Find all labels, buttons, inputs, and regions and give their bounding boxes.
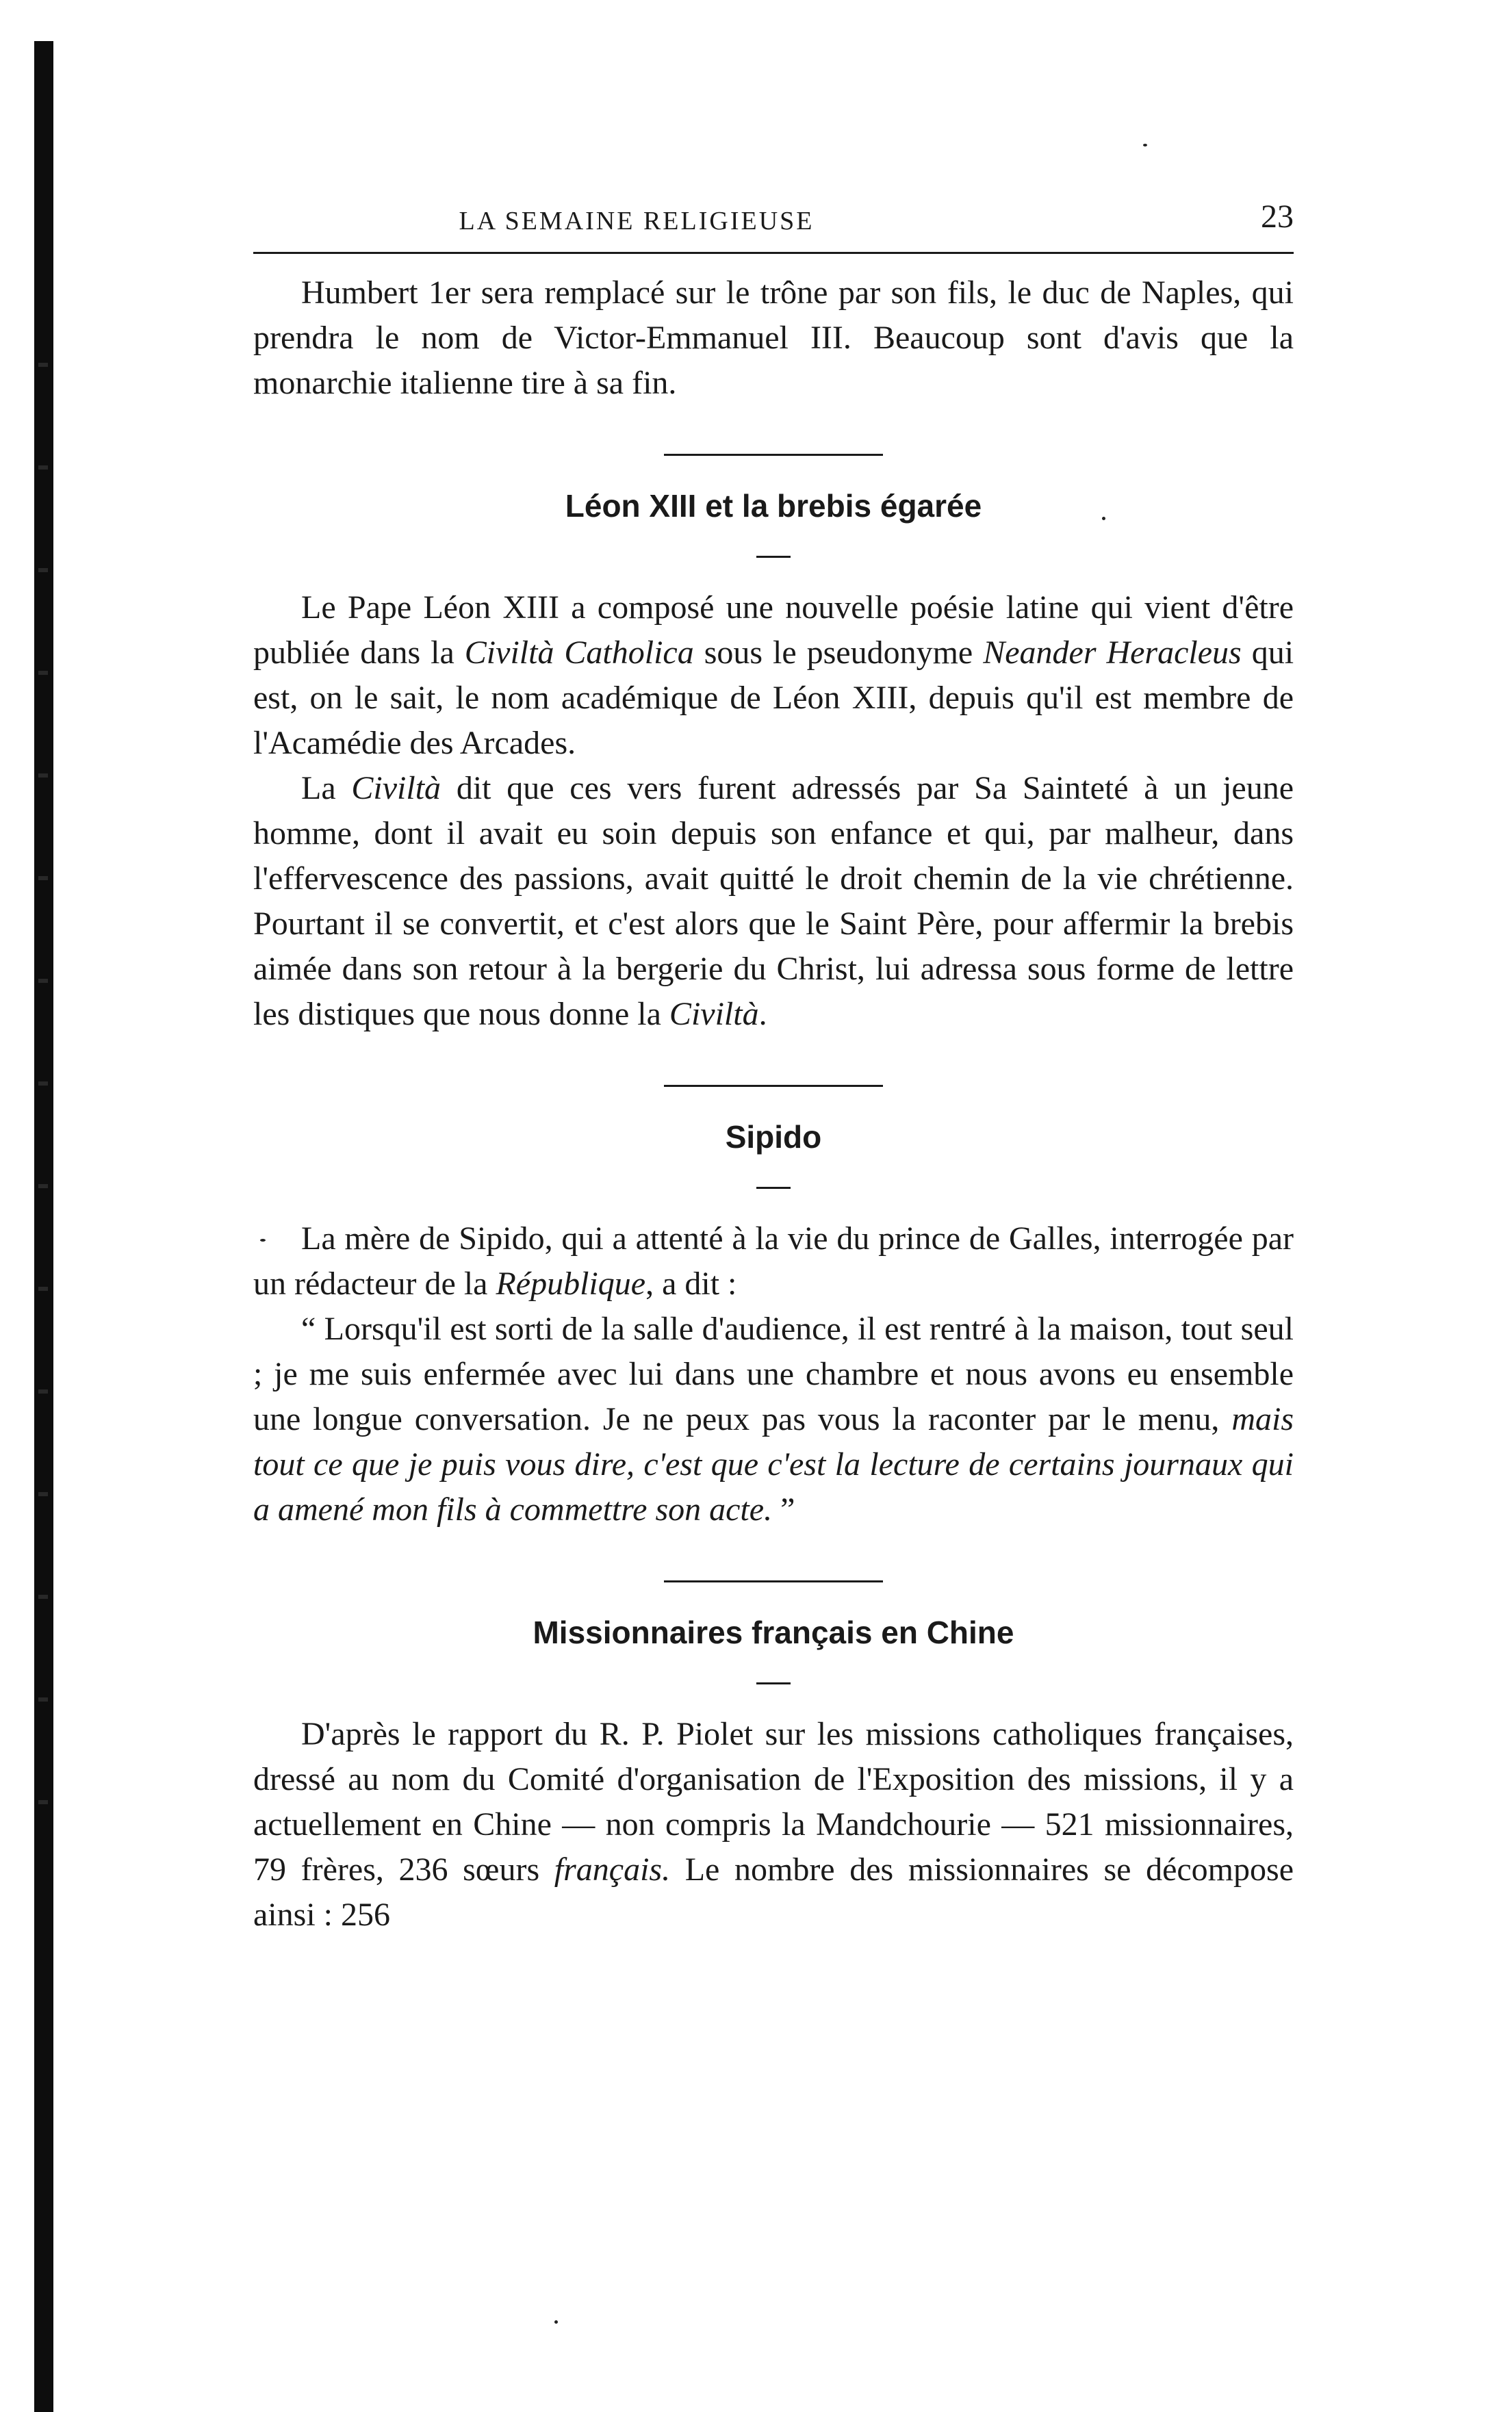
page-body <box>253 270 1294 1938</box>
missionnaires-paragraph-1: D'après le rapport du R. P. Piolet sur les missions catholiques françaises, dressé au nom du Comité d'organisation de l'Exposition des missions, il y a actuellement en Chine — non compris la Mandchourie — 521 missionnaires, 79 frères, 236 sœurs français. Le nombre des missionnaires se décompose ainsi : 256 <box>253 1716 1294 1933</box>
intro-text: Humbert 1er sera remplacé sur le trône par son fils, le duc de Naples, qui prendra le nom de Victor-Emmanuel III. Beaucoup sont d'avis que la monarchie italienne tire à sa fin. <box>253 274 1294 401</box>
civilta-title: Civiltà <box>351 770 441 806</box>
print-speck <box>1143 144 1147 146</box>
section-title-leon: Léon XIII et la brebis égarée <box>565 488 982 524</box>
page-header <box>253 195 1294 243</box>
section-title-missionnaires: Missionnaires français en Chine <box>533 1615 1014 1650</box>
civilta-title: Civiltà <box>669 996 759 1032</box>
print-speck <box>554 2320 558 2324</box>
header-rule <box>253 252 1294 254</box>
book-binding-edge <box>34 41 53 2412</box>
francais-italic: français. <box>554 1851 671 1888</box>
leon-paragraph-1: Le Pape Léon XIII a composé une nouvelle poésie latine qui vient d'être publiée dans la Civiltà Catholica sous le pseudonyme Neander Heracleus qui est, on le sait, le nom académique de Léon XIII, depuis qu'il est membre de l'Acamédie des Arcades. <box>253 589 1294 761</box>
leon-paragraph-2: La Civiltà dit que ces vers furent adressés par Sa Sainteté à un jeune homme, dont il avait eu soin depuis son enfance et qui, par malheur, dans l'effervescence des passions, avait quitté le droit chemin de la vie chrétienne. Pourtant il se convertit, et c'est alors que le Saint Père, pour affermir la brebis aimée dans son retour à la bergerie du Christ, lui adressa sous forme de lettre les distiques que nous donne la Civiltà. <box>253 770 1294 1032</box>
sipido-paragraph-1: La mère de Sipido, qui a attenté à la vie du prince de Galles, interrogée par un rédacteur de la République, a dit : <box>253 1220 1294 1302</box>
sipido-quote: “ Lorsqu'il est sorti de la salle d'audience, il est rentré à la maison, tout seul ; je me suis enfermée avec lui dans une chambre et nous avons eu ensemble une longue conversation. Je ne peux pas vous la raconter par le menu, mais tout ce que je puis vous dire, c'est que c'est la lecture de certains journaux qui a amené mon fils à commettre son acte. ” <box>253 1311 1294 1528</box>
pseudonym: Neander Heracleus <box>983 634 1242 671</box>
quote-italic: mais tout ce que je puis vous dire, c'est que c'est la lecture de certains journaux qui a amené mon fils à commettre son acte. <box>253 1401 1294 1528</box>
section-title-sipido: Sipido <box>725 1119 822 1155</box>
running-title: LA SEMAINE RELIGIEUSE <box>459 207 815 235</box>
civilta-cattolica-title: Civiltà Catholica <box>464 634 694 671</box>
page-number: 23 <box>1261 198 1294 235</box>
republique-title: République <box>496 1266 646 1302</box>
intro-paragraph <box>253 270 1294 406</box>
